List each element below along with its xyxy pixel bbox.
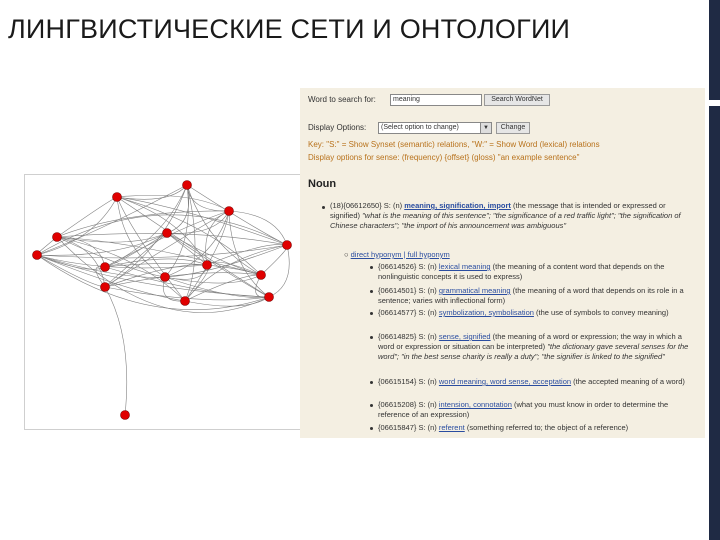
graph-node — [181, 297, 190, 306]
key-line: Key: "S:" = Show Synset (semantic) relations, "W:" = Show Word (lexical) relations — [308, 140, 600, 149]
hyponym-entry — [378, 377, 698, 387]
bullet-icon — [370, 290, 373, 293]
hyponym-prefix: {06615154} S: (n) — [378, 377, 439, 386]
hyponym-prefix: {06615847} S: (n) — [378, 423, 439, 432]
hyponym-links[interactable]: direct hyponym | full hyponym — [350, 250, 450, 259]
graph-edge — [105, 287, 127, 415]
graph-node — [101, 263, 110, 272]
graph-edge — [206, 211, 229, 265]
sense-gloss: (the message that is intended or expressed or signified) — [330, 201, 666, 220]
graph-edge — [117, 185, 187, 199]
graph-edge — [37, 255, 269, 297]
search-label: Word to search for: — [308, 95, 376, 104]
hyponym-prefix: {06614526} S: (n) — [378, 262, 439, 271]
hyponym-gloss: (the meaning of a content word that depends on the nonlinguistic concepts it is used to express) — [378, 262, 665, 281]
graph-node — [113, 193, 122, 202]
hyponym-prefix: {06614825} S: (n) — [378, 332, 439, 341]
graph-node — [33, 251, 42, 260]
hyponym-words[interactable]: referent — [438, 423, 465, 432]
search-input[interactable]: meaning — [390, 94, 482, 106]
sense-words[interactable]: meaning, signification, import — [404, 201, 511, 210]
graph-node — [283, 241, 292, 250]
graph-edge — [269, 245, 289, 297]
graph-edge — [57, 197, 117, 237]
hyponym-words[interactable]: grammatical meaning — [438, 286, 511, 295]
hyponym-gloss: (something referred to; the object of a reference) — [464, 423, 629, 432]
hyponym-gloss: (the meaning of a word that depends on its role in a sentence; varies with inflectional form) — [378, 286, 684, 305]
accent-mark — [709, 100, 720, 106]
network-graph — [25, 175, 328, 431]
network-graph-panel — [24, 174, 327, 430]
hyponym-words[interactable]: lexical meaning — [438, 262, 491, 271]
hyponym-gloss: (the meaning of a word or expression; the way in which a word or expression or situation can be interpreted) — [378, 332, 682, 351]
hyponym-words[interactable]: word meaning, word sense, acceptation — [438, 377, 572, 386]
wordnet-screenshot — [300, 88, 705, 438]
graph-node — [183, 181, 192, 190]
graph-node — [101, 283, 110, 292]
bullet-icon — [322, 206, 325, 209]
graph-node — [203, 261, 212, 270]
hyponym-gloss: (the accepted meaning of a word) — [571, 377, 685, 386]
hyponym-examples: "the dictionary gave several senses for the word"; "in the best sense charity is really a duty"; "the signifier is linked to the signified" — [378, 341, 689, 361]
hyponym-gloss: (what you must know in order to determine the reference of an expression) — [378, 400, 669, 419]
sense-prefix: (18){06612650} S: (n) — [330, 201, 403, 210]
hyponym-prefix: {06614577} S: (n) — [378, 308, 439, 317]
search-wordnet-button[interactable]: Search WordNet — [484, 94, 550, 106]
bullet-icon — [370, 427, 373, 430]
slide-title: ЛИНГВИСТИЧЕСКИЕ СЕТИ И ОНТОЛОГИИ — [8, 14, 571, 44]
hyponym-prefix: {06615208} S: (n) — [378, 400, 439, 409]
bullet-icon — [370, 336, 373, 339]
change-button[interactable]: Change — [496, 122, 530, 134]
graph-node — [257, 271, 266, 280]
bullet-icon — [370, 404, 373, 407]
graph-node — [161, 273, 170, 282]
display-options-select[interactable]: (Select option to change) — [378, 122, 482, 134]
sense-entry — [330, 201, 695, 230]
hyponym-entry — [378, 423, 698, 433]
graph-edge — [57, 233, 287, 245]
bullet-icon — [370, 266, 373, 269]
graph-node — [265, 293, 274, 302]
display-options-label: Display Options: — [308, 123, 367, 132]
bullet-icon — [370, 312, 373, 315]
graph-edge — [187, 185, 287, 245]
hyponym-gloss: (the use of symbols to convey meaning) — [533, 308, 669, 317]
hyponym-entry — [378, 400, 698, 420]
right-accent-bar — [709, 0, 720, 540]
display-options-line: Display options for sense: (frequency) {offset} (gloss) "an example sentence" — [308, 153, 580, 162]
hyponym-entry — [378, 262, 698, 282]
hyponym-prefix: {06614501} S: (n) — [378, 286, 439, 295]
hyponym-words[interactable]: symbolization, symbolisation — [438, 308, 534, 317]
noun-heading: Noun — [308, 178, 337, 190]
hyponym-entry — [378, 286, 698, 306]
hyponym-entry — [378, 308, 698, 318]
graph-node — [121, 411, 130, 420]
chevron-down-icon[interactable]: ▼ — [480, 122, 492, 134]
hyponym-words[interactable]: intension, connotation — [438, 400, 512, 409]
graph-node — [53, 233, 62, 242]
circle-bullet-icon: ○ — [344, 250, 351, 259]
bullet-icon — [370, 381, 373, 384]
hyponym-header — [344, 250, 450, 260]
graph-node — [225, 207, 234, 216]
hyponym-entry — [378, 332, 698, 361]
graph-edge — [117, 197, 261, 275]
sense-examples: "what is the meaning of this sentence"; "the significance of a red traffic light"; "the signification of Chinese characters"; "the import of his announcement was ambiguous" — [330, 210, 681, 230]
hyponym-words[interactable]: sense, signified — [438, 332, 491, 341]
graph-node — [163, 229, 172, 238]
graph-edge — [165, 245, 287, 277]
